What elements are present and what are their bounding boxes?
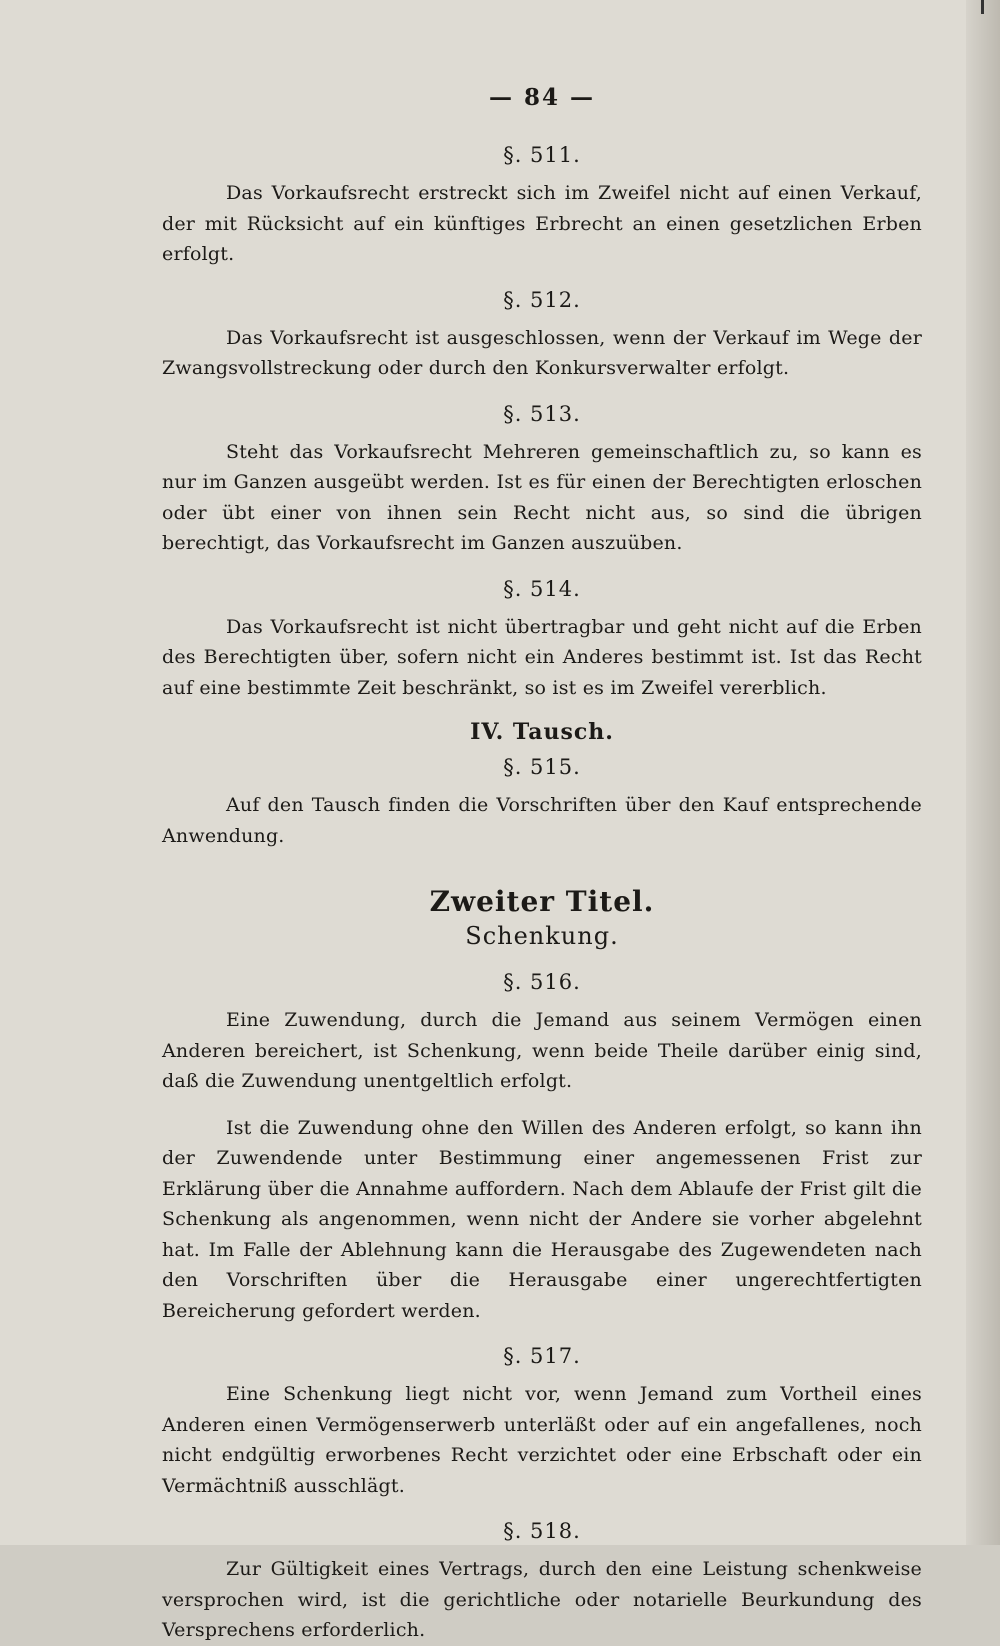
section-518-text: Zur Gültigkeit eines Vertrags, durch den eine Leistung schenkweise versprochen wird, ist die gerichtliche oder notarielle Beurkundung des Versprechens erforderlich.	[162, 1558, 922, 1641]
section-516-label: §. 516.	[503, 970, 581, 994]
subtitle-schenkung: Schenkung.	[465, 922, 619, 950]
section-515-label: §. 515.	[503, 755, 581, 779]
section-513-text: Steht das Vorkaufsrecht Mehreren gemeinschaftlich zu, so kann es nur im Ganzen ausgeübt werden. Ist es für einen der Berechtigten erloschen oder übt einer von ihnen sein Recht nicht aus, so sind die übrigen berechtigt, das Vorkaufsrecht im Ganzen auszuüben.	[162, 440, 922, 554]
page-edge	[966, 0, 1000, 1545]
section-517-label: §. 517.	[503, 1344, 581, 1368]
corner-mark	[981, 0, 984, 14]
section-513-label: §. 513.	[503, 401, 581, 426]
section-516-text-1: Eine Zuwendung, durch die Jemand aus seinem Vermögen einen Anderen bereichert, ist Schenkung, wenn beide Theile darüber einig sind, daß die Zuwendung unentgeltlich erfolgt.	[162, 1009, 922, 1092]
section-515-text: Auf den Tausch finden die Vorschriften über den Kauf entsprechende Anwendung.	[162, 794, 922, 847]
section-518-label: §. 518.	[503, 1519, 581, 1543]
section-514-text: Das Vorkaufsrecht ist nicht übertragbar und geht nicht auf die Erben des Berechtigten über, sofern nicht ein Anderes bestimmt ist. Ist das Recht auf eine bestimmte Zeit beschränkt, so ist es im Zweifel vererblich.	[162, 615, 922, 699]
section-517-text: Eine Schenkung liegt nicht vor, wenn Jemand zum Vortheil eines Anderen einen Vermögenserwerb unterläßt oder auf ein angefallenes, noch nicht endgültig erworbenes Recht verzichtet oder eine Erbschaft oder ein Vermächtniß ausschlägt.	[162, 1383, 922, 1497]
section-511-label: §. 511.	[503, 143, 581, 167]
section-512-label: §. 512.	[503, 287, 581, 312]
section-516-text-2: Ist die Zuwendung ohne den Willen des Anderen erfolgt, so kann ihn der Zuwendende unter Bestimmung einer angemessenen Frist zur Erklärung über die Annahme auffordern. Nach dem Ablaufe der Frist gilt die Schenkung als angenommen, wenn nicht der Andere sie vorher abgelehnt hat. Im Falle der Ablehnung kann die Herausgabe des Zugewendeten nach den Vorschriften über die Herausgabe einer ungerechtfertigten Bereicherung gefordert werden.	[162, 1116, 922, 1322]
section-511-text: Das Vorkaufsrecht erstreckt sich im Zweifel nicht auf einen Verkauf, der mit Rücksicht auf ein künftiges Erbrecht an einen gesetzlichen Erben erfolgt.	[162, 182, 922, 265]
section-514-label: §. 514.	[503, 576, 581, 601]
heading-tausch: IV. Tausch.	[470, 719, 614, 745]
section-512-text: Das Vorkaufsrecht ist ausgeschlossen, wenn der Verkauf im Wege der Zwangsvollstreckung oder durch den Konkursverwalter erfolgt.	[162, 326, 922, 379]
page-number: — 84 —	[488, 84, 596, 111]
title-zweiter-titel: Zweiter Titel.	[429, 885, 655, 918]
